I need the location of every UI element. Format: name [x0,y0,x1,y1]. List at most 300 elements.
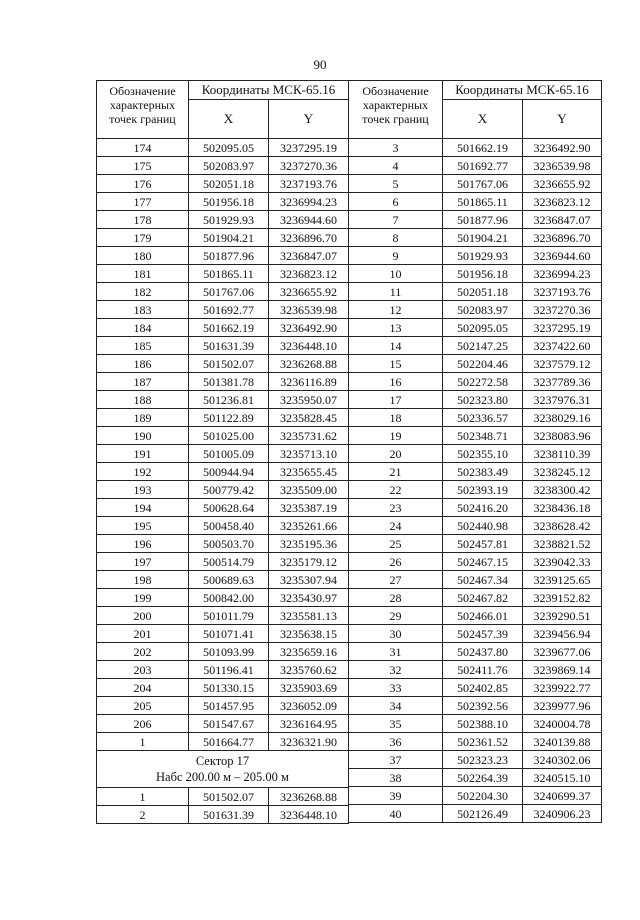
designation-header: Обозначение характерных точек границ [349,81,443,139]
table-row [349,355,602,373]
point-number-cell: 33 [349,679,443,697]
table-row [349,139,602,157]
x-cell: 502126.49 [443,805,523,823]
point-number-cell: 14 [349,337,443,355]
point-number-cell: 37 [349,751,443,769]
y-cell: 3236448.10 [269,337,349,355]
x-cell: 501956.18 [189,193,269,211]
table-row [97,499,349,517]
x-cell: 501502.07 [189,355,269,373]
x-cell: 502095.05 [189,139,269,157]
x-cell: 502361.52 [443,733,523,751]
designation-header: Обозначение характерных точек границ [97,81,189,139]
table-row [349,193,602,211]
table-row [349,319,602,337]
point-number-cell: 190 [97,427,189,445]
point-number-cell: 4 [349,157,443,175]
y-cell: 3236896.70 [523,229,602,247]
y-cell: 3236268.88 [269,788,349,806]
point-number-cell: 194 [97,499,189,517]
x-cell: 501662.19 [189,319,269,337]
table-row [97,661,349,679]
y-cell: 3238300.42 [523,481,602,499]
point-number-cell: 11 [349,283,443,301]
x-cell: 501093.99 [189,643,269,661]
x-cell: 502323.23 [443,751,523,769]
y-cell: 3237193.76 [523,283,602,301]
table-row [97,427,349,445]
point-number-cell: 16 [349,373,443,391]
point-number-cell: 1 [97,733,189,751]
x-cell: 501457.95 [189,697,269,715]
y-header: Y [523,100,602,139]
table-row [349,679,602,697]
x-cell: 501631.39 [189,337,269,355]
x-cell: 502437.80 [443,643,523,661]
point-number-cell: 188 [97,391,189,409]
table-row [349,301,602,319]
point-number-cell: 19 [349,427,443,445]
y-cell: 3240906.23 [523,805,602,823]
x-cell: 501865.11 [189,265,269,283]
point-number-cell: 185 [97,337,189,355]
y-cell: 3236823.12 [523,193,602,211]
x-cell: 501025.00 [189,427,269,445]
y-cell: 3236847.07 [523,211,602,229]
y-cell: 3236994.23 [523,265,602,283]
x-cell: 502147.25 [443,337,523,355]
x-cell: 502457.39 [443,625,523,643]
point-number-cell: 28 [349,589,443,607]
x-cell: 500842.00 [189,589,269,607]
x-cell: 502393.19 [443,481,523,499]
point-number-cell: 24 [349,517,443,535]
table-row [97,283,349,301]
x-cell: 502392.56 [443,697,523,715]
table-row [97,193,349,211]
point-number-cell: 200 [97,607,189,625]
sector-row [97,751,349,788]
table-row [349,445,602,463]
x-cell: 501236.81 [189,391,269,409]
y-cell: 3237270.36 [523,301,602,319]
x-cell: 501877.96 [443,211,523,229]
point-number-cell: 187 [97,373,189,391]
y-cell: 3236492.90 [269,319,349,337]
x-cell: 502466.01 [443,607,523,625]
y-cell: 3239290.51 [523,607,602,625]
x-cell: 502388.10 [443,715,523,733]
y-cell: 3237295.19 [269,139,349,157]
x-cell: 502440.98 [443,517,523,535]
table-row [97,337,349,355]
table-row [97,535,349,553]
table-row [349,427,602,445]
point-number-cell: 39 [349,787,443,805]
y-cell: 3236539.98 [523,157,602,175]
table-row [349,589,602,607]
y-cell: 3235655.45 [269,463,349,481]
point-number-cell: 40 [349,805,443,823]
y-cell: 3238110.39 [523,445,602,463]
sector-caption [97,751,349,788]
table-row [349,409,602,427]
x-cell: 502467.82 [443,589,523,607]
table-row [97,715,349,733]
table-row [97,679,349,697]
point-number-cell: 203 [97,661,189,679]
x-cell: 502051.18 [189,175,269,193]
table-row [349,607,602,625]
y-cell: 3235430.97 [269,589,349,607]
x-cell: 501767.06 [443,175,523,193]
point-number-cell: 36 [349,733,443,751]
point-number-cell: 186 [97,355,189,373]
y-cell: 3237295.19 [523,319,602,337]
x-cell: 502348.71 [443,427,523,445]
y-cell: 3235307.94 [269,571,349,589]
table-row [97,463,349,481]
table-row [97,733,349,751]
y-cell: 3236116.89 [269,373,349,391]
y-cell: 3235713.10 [269,445,349,463]
x-cell: 500514.79 [189,553,269,571]
y-cell: 3236896.70 [269,229,349,247]
y-cell: 3238628.42 [523,517,602,535]
x-cell: 501631.39 [189,806,269,824]
x-cell: 502083.97 [189,157,269,175]
table-row [97,355,349,373]
y-cell: 3237270.36 [269,157,349,175]
x-cell: 501904.21 [189,229,269,247]
page-number: 90 [313,57,327,72]
table-row [97,625,349,643]
y-cell: 3237579.12 [523,355,602,373]
y-cell: 3240302.06 [523,751,602,769]
table-row [349,751,602,769]
y-cell: 3237193.76 [269,175,349,193]
point-number-cell: 31 [349,643,443,661]
table-row [349,175,602,193]
point-number-cell: 199 [97,589,189,607]
point-number-cell: 197 [97,553,189,571]
table-row [97,607,349,625]
x-cell: 501005.09 [189,445,269,463]
point-number-cell: 196 [97,535,189,553]
x-cell: 500779.42 [189,481,269,499]
y-cell: 3235903.69 [269,679,349,697]
point-number-cell: 21 [349,463,443,481]
table-row [97,553,349,571]
table-row [97,445,349,463]
x-cell: 502402.85 [443,679,523,697]
x-cell: 501767.06 [189,283,269,301]
y-cell: 3236655.92 [269,283,349,301]
y-cell: 3239042.33 [523,553,602,571]
x-cell: 500503.70 [189,535,269,553]
table-row [349,391,602,409]
x-cell: 500944.94 [189,463,269,481]
y-cell: 3239677.06 [523,643,602,661]
y-cell: 3235659.16 [269,643,349,661]
table-row [97,391,349,409]
table-row [349,517,602,535]
point-number-cell: 25 [349,535,443,553]
table-row [97,589,349,607]
y-cell: 3240515.10 [523,769,602,787]
point-number-cell: 193 [97,481,189,499]
x-cell: 502467.34 [443,571,523,589]
point-number-cell: 20 [349,445,443,463]
point-number-cell: 182 [97,283,189,301]
y-cell: 3237976.31 [523,391,602,409]
table-row [97,319,349,337]
x-cell: 501011.79 [189,607,269,625]
table-row [97,139,349,157]
x-cell: 501381.78 [189,373,269,391]
x-cell: 501929.93 [189,211,269,229]
table-row [97,373,349,391]
y-cell: 3236448.10 [269,806,349,824]
x-cell: 502336.57 [443,409,523,427]
x-cell: 501547.67 [189,715,269,733]
y-cell: 3236944.60 [523,247,602,265]
point-number-cell: 177 [97,193,189,211]
table-row [349,535,602,553]
point-number-cell: 8 [349,229,443,247]
table-row [97,409,349,427]
point-number-cell: 23 [349,499,443,517]
point-number-cell: 206 [97,715,189,733]
point-number-cell: 9 [349,247,443,265]
x-cell: 501662.19 [443,139,523,157]
y-cell: 3235950.07 [269,391,349,409]
table-row [349,661,602,679]
table-row [349,463,602,481]
y-cell: 3236268.88 [269,355,349,373]
table-row [349,571,602,589]
table-row [97,697,349,715]
y-cell: 3235638.15 [269,625,349,643]
point-number-cell: 5 [349,175,443,193]
x-cell: 502355.10 [443,445,523,463]
y-cell: 3239922.77 [523,679,602,697]
point-number-cell: 17 [349,391,443,409]
x-cell: 501330.15 [189,679,269,697]
point-number-cell: 178 [97,211,189,229]
point-number-cell: 175 [97,157,189,175]
point-number-cell: 195 [97,517,189,535]
table-row [349,373,602,391]
x-cell: 500458.40 [189,517,269,535]
coordinates-header: Координаты МСК-65.16 [189,81,349,100]
point-number-cell: 180 [97,247,189,265]
coordinates-table-right [348,80,602,823]
point-number-cell: 202 [97,643,189,661]
x-cell: 502051.18 [443,283,523,301]
table-row [349,715,602,733]
y-cell: 3239152.82 [523,589,602,607]
x-cell: 501664.77 [189,733,269,751]
x-cell: 501196.41 [189,661,269,679]
x-cell: 502457.81 [443,535,523,553]
y-cell: 3238083.96 [523,427,602,445]
table-row [349,265,602,283]
point-number-cell: 34 [349,697,443,715]
y-cell: 3236994.23 [269,193,349,211]
table-row [97,788,349,806]
x-cell: 502411.76 [443,661,523,679]
table-row [97,211,349,229]
point-number-cell: 18 [349,409,443,427]
point-number-cell: 27 [349,571,443,589]
table-row [349,337,602,355]
x-cell: 501692.77 [443,157,523,175]
y-cell: 3240139.88 [523,733,602,751]
point-number-cell: 35 [349,715,443,733]
y-cell: 3239125.65 [523,571,602,589]
y-cell: 3239456.94 [523,625,602,643]
point-number-cell: 10 [349,265,443,283]
point-number-cell: 1 [97,788,189,806]
table-row [97,571,349,589]
table-row [349,733,602,751]
table-row [97,806,349,824]
table-row [349,283,602,301]
point-number-cell: 179 [97,229,189,247]
point-number-cell: 176 [97,175,189,193]
table-row [97,175,349,193]
point-number-cell: 22 [349,481,443,499]
point-number-cell: 201 [97,625,189,643]
y-cell: 3238821.52 [523,535,602,553]
y-cell: 3235828.45 [269,409,349,427]
y-cell: 3235195.36 [269,535,349,553]
table-row [97,157,349,175]
point-number-cell: 189 [97,409,189,427]
x-cell: 502264.39 [443,769,523,787]
y-cell: 3235509.00 [269,481,349,499]
table-row [349,499,602,517]
sector-title: Сектор 17 [195,754,250,768]
x-cell: 502323.80 [443,391,523,409]
table-row [97,481,349,499]
x-cell: 501122.89 [189,409,269,427]
point-number-cell: 192 [97,463,189,481]
table-row [349,247,602,265]
y-cell: 3235261.66 [269,517,349,535]
y-cell: 3239869.14 [523,661,602,679]
coordinates-header: Координаты МСК-65.16 [443,81,602,100]
point-number-cell: 205 [97,697,189,715]
table-row [97,643,349,661]
x-cell: 501865.11 [443,193,523,211]
table-row [349,211,602,229]
y-cell: 3235387.19 [269,499,349,517]
point-number-cell: 6 [349,193,443,211]
table-row [97,265,349,283]
table-row [349,157,602,175]
point-number-cell: 30 [349,625,443,643]
x-cell: 502383.49 [443,463,523,481]
y-cell: 3237422.60 [523,337,602,355]
point-number-cell: 204 [97,679,189,697]
x-cell: 501929.93 [443,247,523,265]
point-number-cell: 2 [97,806,189,824]
y-cell: 3235731.62 [269,427,349,445]
x-cell: 501904.21 [443,229,523,247]
point-number-cell: 32 [349,661,443,679]
table-row [349,769,602,787]
point-number-cell: 184 [97,319,189,337]
x-cell: 502095.05 [443,319,523,337]
y-cell: 3240004.78 [523,715,602,733]
y-cell: 3236052.09 [269,697,349,715]
x-cell: 501071.41 [189,625,269,643]
x-cell: 502416.20 [443,499,523,517]
y-cell: 3236655.92 [523,175,602,193]
table-row [349,625,602,643]
y-cell: 3236539.98 [269,301,349,319]
y-cell: 3240699.37 [523,787,602,805]
sector-subtitle: Набс 200.00 м – 205.00 м [156,770,289,784]
table-row [97,517,349,535]
table-row [349,229,602,247]
point-number-cell: 15 [349,355,443,373]
x-cell: 502083.97 [443,301,523,319]
y-cell: 3238245.12 [523,463,602,481]
y-cell: 3236492.90 [523,139,602,157]
point-number-cell: 26 [349,553,443,571]
point-number-cell: 7 [349,211,443,229]
point-number-cell: 13 [349,319,443,337]
point-number-cell: 12 [349,301,443,319]
point-number-cell: 181 [97,265,189,283]
x-cell: 502467.15 [443,553,523,571]
point-number-cell: 29 [349,607,443,625]
y-cell: 3235760.62 [269,661,349,679]
x-cell: 501877.96 [189,247,269,265]
point-number-cell: 191 [97,445,189,463]
table-row [97,229,349,247]
coordinates-table-left [96,80,349,824]
y-header: Y [269,100,349,139]
table-row [349,643,602,661]
y-cell: 3238436.18 [523,499,602,517]
x-header: X [443,100,523,139]
x-cell: 502272.58 [443,373,523,391]
x-cell: 501502.07 [189,788,269,806]
y-cell: 3236164.95 [269,715,349,733]
x-cell: 502204.30 [443,787,523,805]
table-row [349,787,602,805]
y-cell: 3236847.07 [269,247,349,265]
x-cell: 501956.18 [443,265,523,283]
y-cell: 3239977.96 [523,697,602,715]
table-row [349,805,602,823]
table-row [349,553,602,571]
x-cell: 501692.77 [189,301,269,319]
point-number-cell: 38 [349,769,443,787]
y-cell: 3236823.12 [269,265,349,283]
table-row [349,697,602,715]
x-cell: 502204.46 [443,355,523,373]
point-number-cell: 174 [97,139,189,157]
y-cell: 3235179.12 [269,553,349,571]
y-cell: 3236321.90 [269,733,349,751]
table-row [97,301,349,319]
table-row [349,481,602,499]
